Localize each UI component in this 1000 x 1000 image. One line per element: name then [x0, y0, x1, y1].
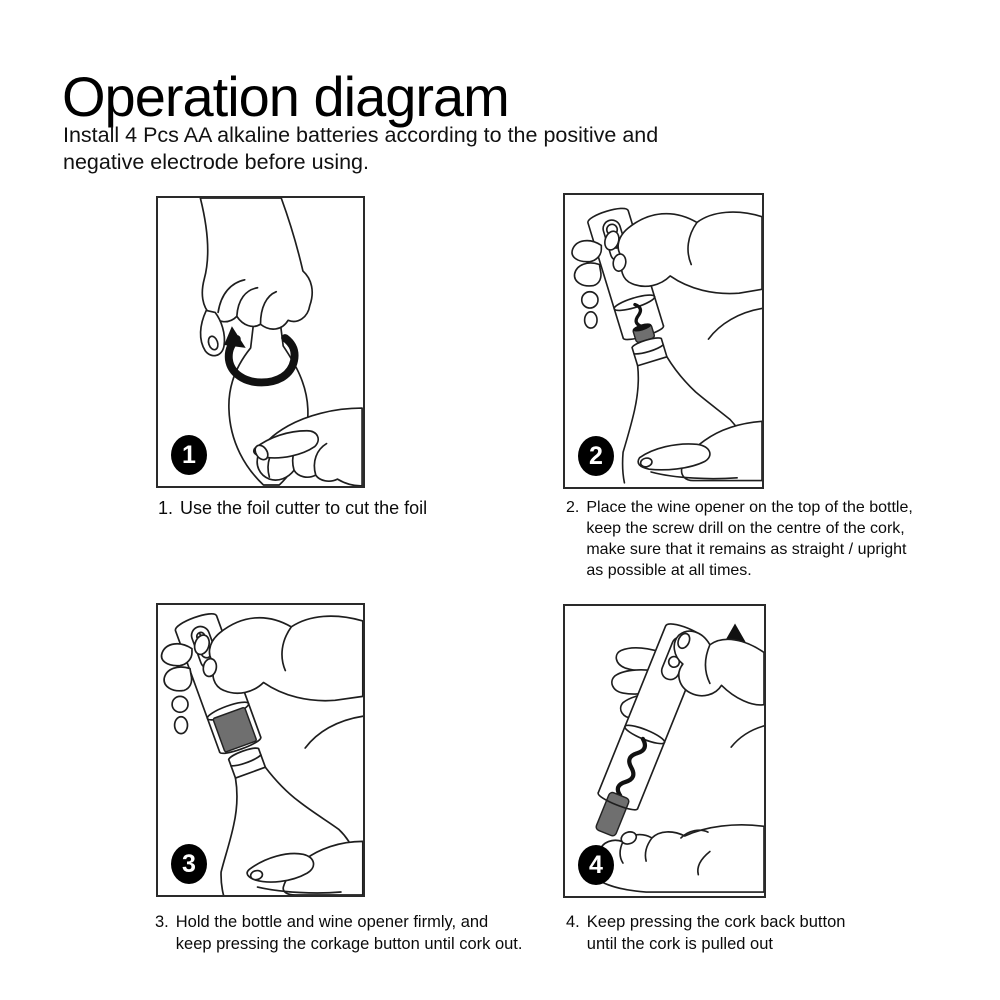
hand-holding-bottle — [638, 421, 762, 480]
step-number-badge: 3 — [171, 844, 207, 884]
step-3-caption — [155, 911, 528, 955]
step-number-badge: 1 — [171, 435, 207, 475]
hand-gripping-opener — [603, 212, 762, 339]
hand-gripping-opener — [674, 631, 764, 747]
step-panel-2 — [563, 193, 764, 489]
step-1-caption — [158, 497, 427, 520]
screw-drill — [616, 737, 648, 797]
step-caption-number: 1. — [158, 498, 174, 518]
step-caption-text: Keep pressing the cork back button until the cork is pulled out — [586, 913, 846, 953]
step-caption-number: 3. — [155, 913, 169, 931]
step-caption-number: 4. — [566, 913, 580, 931]
step-number-badge: 4 — [578, 845, 614, 885]
hand-holding-bottle — [247, 841, 363, 895]
step-panel-4 — [563, 604, 766, 898]
left-hand-fingers — [162, 644, 192, 734]
step-caption-text: Place the wine opener on the top of the bottle, keep the screw drill on the centre of the cork, make sure that it remains as straight / upright as possible at all times. — [586, 499, 913, 579]
step-panel-1 — [156, 196, 365, 488]
left-hand-fingers — [572, 241, 601, 328]
step-2-caption — [566, 497, 922, 581]
page-subtitle: Install 4 Pcs AA alkaline batteries according to the positive and negative electrode before using. — [63, 122, 659, 174]
cork — [595, 791, 630, 837]
step-4-caption — [566, 911, 877, 955]
step-caption-number: 2. — [566, 499, 580, 516]
step-panel-3 — [156, 603, 365, 897]
step-caption-text: Use the foil cutter to cut the foil — [180, 498, 428, 518]
step-caption-text: Hold the bottle and wine opener firmly, and keep pressing the corkage button until cork out. — [175, 913, 523, 953]
step-number-badge: 2 — [578, 436, 614, 476]
page-title: Operation diagram — [62, 64, 509, 128]
